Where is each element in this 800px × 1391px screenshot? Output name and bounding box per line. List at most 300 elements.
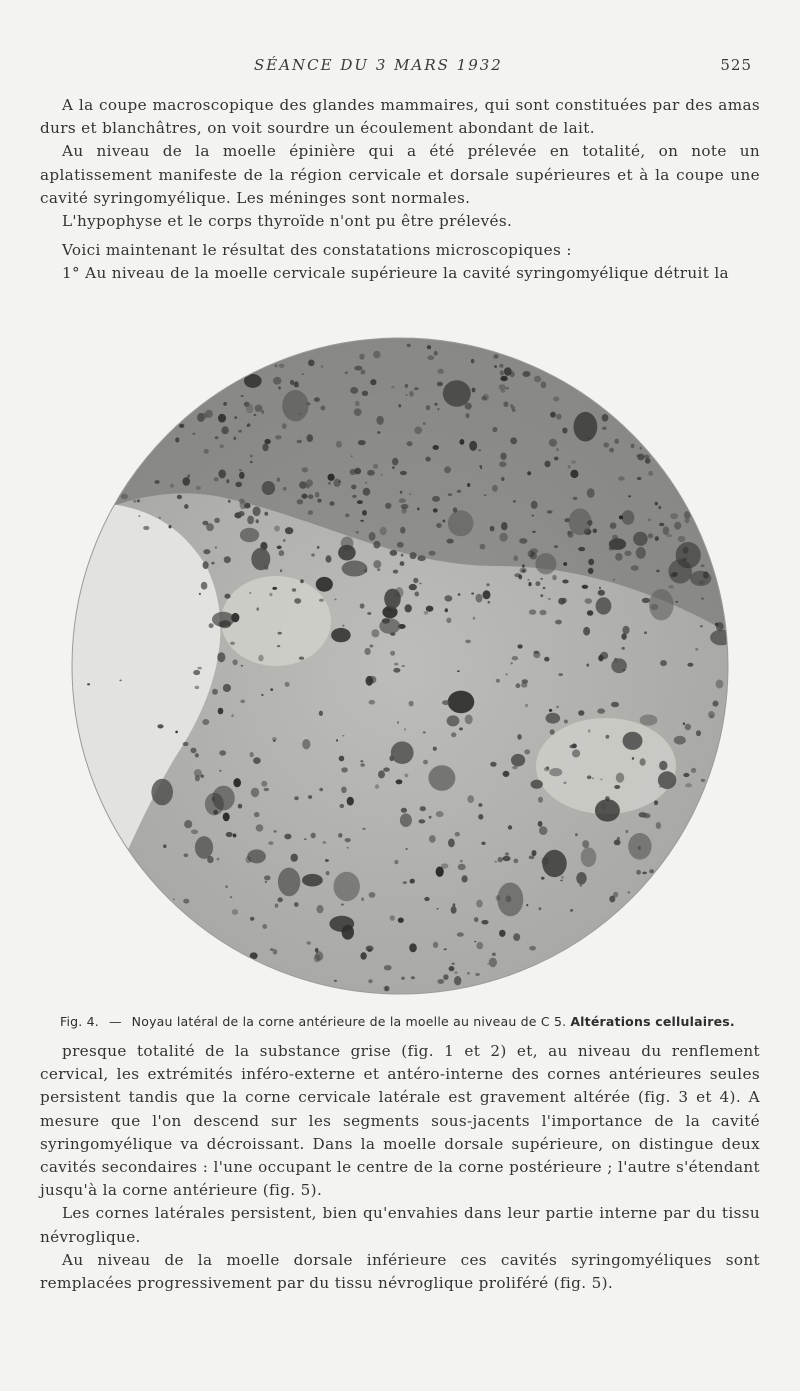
stained-cell-speck	[556, 414, 561, 420]
stained-cell-speck	[360, 760, 363, 762]
stained-cell-speck	[417, 555, 425, 561]
stained-cell-speck	[575, 833, 578, 836]
stained-cell-speck	[532, 515, 535, 517]
stained-cell-speck	[448, 691, 475, 714]
stained-cell-speck	[655, 502, 658, 506]
stained-cell-speck	[480, 544, 486, 550]
stained-cell-speck	[510, 437, 517, 444]
stained-cell-speck	[273, 377, 281, 385]
stained-cell-speck	[308, 360, 315, 367]
stained-cell-speck	[541, 877, 545, 880]
stained-cell-speck	[184, 504, 188, 509]
stained-cell-speck	[710, 715, 713, 718]
stained-cell-speck	[531, 501, 538, 509]
stained-cell-speck	[380, 527, 387, 536]
stained-cell-speck	[443, 380, 471, 406]
stained-cell-speck	[519, 538, 527, 544]
stained-cell-speck	[360, 603, 365, 608]
stained-cell-speck	[397, 542, 404, 548]
stained-cell-speck	[602, 414, 609, 422]
stained-cell-speck	[494, 365, 497, 368]
stained-cell-speck	[618, 476, 625, 480]
stained-cell-speck	[175, 437, 179, 442]
stained-cell-speck	[500, 453, 506, 460]
stained-cell-speck	[599, 587, 601, 589]
stained-cell-speck	[563, 562, 567, 566]
stained-cell-speck	[648, 533, 653, 538]
stained-cell-speck	[409, 943, 417, 952]
stained-cell-speck	[320, 406, 325, 411]
stained-cell-speck	[278, 897, 283, 902]
stained-cell-speck	[433, 747, 437, 751]
stained-cell-speck	[487, 963, 489, 965]
stained-cell-speck	[433, 942, 438, 948]
stained-cell-speck	[558, 598, 565, 605]
stained-cell-speck	[352, 495, 356, 498]
stained-cell-speck	[396, 779, 403, 784]
stained-cell-speck	[499, 461, 506, 467]
stained-cell-speck	[253, 507, 261, 517]
stained-cell-speck	[363, 488, 371, 496]
stained-cell-speck	[368, 979, 372, 983]
caption-text: Noyau latéral de la corne antérieure de la moelle au niveau de C 5.	[131, 1014, 567, 1029]
stained-cell-speck	[420, 806, 426, 811]
stained-cell-speck	[600, 803, 606, 810]
stained-cell-speck	[454, 976, 461, 985]
stained-cell-speck	[196, 486, 201, 490]
stained-cell-speck	[319, 788, 323, 792]
stained-cell-speck	[238, 511, 244, 516]
stained-cell-speck	[469, 441, 477, 451]
stained-cell-speck	[511, 754, 525, 767]
stained-cell-speck	[262, 481, 275, 495]
stained-cell-speck	[367, 612, 371, 615]
stained-cell-speck	[527, 471, 531, 475]
stained-cell-speck	[385, 503, 391, 509]
stained-cell-speck	[317, 499, 321, 503]
stained-cell-speck	[429, 835, 436, 843]
stained-cell-speck	[481, 920, 488, 925]
stained-cell-speck	[540, 594, 543, 597]
stained-cell-speck	[275, 904, 279, 908]
stained-cell-speck	[423, 731, 426, 733]
stained-cell-speck	[476, 900, 483, 908]
stained-cell-speck	[163, 844, 166, 848]
stained-cell-speck	[676, 601, 679, 603]
stained-cell-speck	[436, 523, 442, 528]
stained-cell-speck	[433, 445, 439, 450]
stained-cell-speck	[330, 501, 335, 505]
stained-cell-speck	[499, 364, 503, 368]
stained-cell-speck	[233, 778, 241, 787]
stained-cell-speck	[278, 632, 282, 635]
stained-cell-speck	[241, 665, 244, 667]
stained-cell-speck	[527, 579, 529, 581]
stained-cell-speck	[253, 757, 261, 764]
stained-cell-speck	[522, 564, 525, 568]
stained-cell-speck	[390, 915, 395, 921]
stained-cell-speck	[345, 514, 350, 518]
stained-cell-speck	[401, 504, 409, 509]
stained-cell-speck	[409, 701, 414, 707]
stained-cell-speck	[512, 656, 518, 660]
stained-cell-speck	[365, 482, 367, 483]
stained-cell-speck	[264, 439, 270, 444]
stained-cell-speck	[460, 860, 463, 863]
stained-cell-speck	[455, 832, 460, 837]
stained-cell-speck	[696, 730, 701, 736]
stained-cell-speck	[273, 740, 276, 742]
stained-cell-speck	[336, 739, 338, 741]
stained-cell-speck	[597, 708, 605, 713]
stained-cell-speck	[623, 732, 643, 750]
stained-cell-speck	[364, 648, 370, 655]
stained-cell-speck	[429, 551, 436, 556]
stained-cell-speck	[261, 694, 263, 696]
stained-cell-speck	[659, 523, 664, 526]
stained-cell-speck	[280, 569, 282, 572]
stained-cell-speck	[226, 832, 233, 837]
stained-cell-speck	[183, 477, 191, 486]
stained-cell-speck	[355, 401, 360, 407]
stained-cell-speck	[417, 508, 419, 511]
stained-cell-speck	[384, 965, 392, 970]
paragraph: presque totalité de la substance grise (fig. 1 et 2) et, au niveau du renflement cervical, les extrémités inféro-externe et antéro-interne des cornes antérieures seules persistent tandis que la corne cervicale latérale est gravement altérée (fig. 3 et 4). A mesure que l'on descend sur les segments sous-jacents l'importance de la cavité syringomyélique va décroissant. Dans la moelle dorsale supérieure, on distingue deux cavités secondaires : l'une occupant le centre de la corne postérieure ; l'autre s'étendant jusqu'à la corne antérieure (fig. 5).	[40, 1042, 760, 1200]
stained-cell-speck	[138, 515, 140, 516]
stained-cell-speck	[390, 651, 395, 656]
stained-cell-speck	[514, 859, 519, 864]
stained-cell-speck	[231, 714, 233, 717]
stained-cell-speck	[459, 439, 464, 445]
stained-cell-speck	[628, 495, 631, 497]
stained-cell-speck	[247, 516, 254, 525]
caption-note: Altérations cellulaires.	[570, 1014, 735, 1029]
stained-cell-speck	[261, 781, 267, 787]
stained-cell-speck	[588, 520, 593, 526]
stained-cell-speck	[354, 408, 362, 416]
stained-cell-speck	[407, 441, 413, 446]
stained-cell-speck	[663, 526, 670, 535]
stained-cell-speck	[427, 345, 431, 349]
stained-cell-speck	[644, 455, 650, 459]
stained-cell-speck	[151, 779, 173, 806]
stained-cell-speck	[159, 517, 161, 519]
stained-cell-speck	[219, 620, 231, 628]
stained-cell-speck	[400, 527, 405, 534]
stained-cell-speck	[637, 454, 644, 461]
stained-cell-speck	[660, 660, 667, 666]
stained-cell-speck	[377, 568, 380, 571]
stained-cell-speck	[302, 467, 309, 472]
stained-cell-speck	[383, 767, 390, 771]
stained-cell-speck	[304, 838, 306, 840]
stained-cell-speck	[583, 627, 590, 636]
stained-cell-speck	[311, 553, 315, 556]
stained-cell-speck	[235, 482, 242, 487]
stained-cell-speck	[656, 570, 659, 573]
stained-cell-speck	[587, 775, 592, 779]
stained-cell-speck	[397, 721, 399, 724]
stained-cell-speck	[393, 668, 400, 673]
stained-cell-speck	[334, 872, 360, 901]
stained-cell-speck	[405, 384, 408, 388]
stained-cell-speck	[198, 667, 202, 670]
stained-cell-speck	[691, 768, 696, 773]
stained-cell-speck	[670, 513, 678, 519]
stained-cell-speck	[384, 589, 401, 609]
stained-cell-speck	[423, 422, 426, 425]
stained-cell-speck	[391, 386, 394, 389]
stained-cell-speck	[465, 715, 473, 725]
stained-cell-speck	[648, 518, 651, 521]
stained-cell-speck	[262, 444, 268, 452]
stained-cell-speck	[307, 434, 314, 442]
stained-cell-speck	[234, 416, 237, 419]
stained-cell-speck	[556, 448, 559, 451]
stained-cell-speck	[476, 942, 483, 949]
stained-cell-speck	[339, 481, 341, 483]
stained-cell-speck	[191, 748, 197, 754]
stained-cell-speck	[404, 774, 408, 778]
stained-cell-speck	[347, 847, 349, 849]
stained-cell-speck	[179, 424, 184, 428]
stained-cell-speck	[405, 604, 412, 612]
stained-cell-speck	[169, 525, 172, 528]
stained-cell-speck	[373, 464, 378, 469]
stained-cell-speck	[467, 483, 470, 487]
stained-cell-speck	[249, 592, 251, 594]
stained-cell-speck	[307, 941, 311, 944]
stained-cell-speck	[505, 387, 509, 389]
stained-cell-speck	[133, 500, 136, 503]
stained-cell-speck	[341, 904, 344, 906]
stained-cell-speck	[511, 662, 513, 664]
stained-cell-speck	[251, 788, 259, 798]
stained-cell-speck	[311, 833, 316, 839]
stained-cell-speck	[400, 491, 403, 494]
stained-cell-speck	[500, 370, 504, 375]
stained-cell-speck	[614, 840, 621, 846]
stained-cell-speck	[621, 633, 626, 640]
stained-cell-speck	[588, 729, 591, 732]
stained-cell-speck	[345, 838, 351, 842]
stained-cell-speck	[265, 881, 268, 883]
stained-cell-speck	[211, 562, 214, 565]
stained-cell-speck	[501, 389, 506, 393]
stained-cell-speck	[239, 469, 242, 471]
stained-cell-speck	[544, 657, 549, 662]
stained-cell-speck	[596, 597, 612, 614]
stained-cell-speck	[270, 948, 273, 951]
stained-cell-speck	[299, 657, 304, 660]
stained-cell-speck	[569, 745, 574, 748]
stained-cell-speck	[612, 535, 618, 540]
stained-cell-speck	[444, 595, 452, 601]
stained-cell-speck	[411, 976, 415, 979]
stained-cell-speck	[437, 382, 443, 387]
figure-caption	[60, 1014, 760, 1029]
stained-cell-speck	[451, 732, 456, 737]
stained-cell-speck	[423, 760, 428, 765]
stained-cell-speck	[183, 742, 189, 746]
stained-cell-speck	[390, 550, 398, 556]
stained-cell-speck	[325, 859, 329, 862]
stained-cell-speck	[710, 630, 732, 646]
stained-cell-speck	[291, 854, 298, 862]
stained-cell-speck	[476, 594, 483, 603]
stained-cell-speck	[256, 607, 259, 610]
stained-cell-speck	[195, 686, 200, 689]
stained-cell-speck	[445, 608, 448, 612]
stained-cell-speck	[538, 797, 543, 803]
stained-cell-speck	[223, 813, 230, 822]
stained-cell-speck	[562, 428, 567, 434]
stained-cell-speck	[285, 527, 293, 534]
stained-cell-speck	[579, 885, 582, 887]
stained-cell-speck	[481, 396, 487, 401]
stained-cell-speck	[240, 700, 245, 704]
stained-cell-speck	[429, 816, 432, 819]
stained-cell-speck	[588, 568, 594, 574]
stained-cell-speck	[558, 673, 563, 676]
bottom-text-block	[40, 1040, 760, 1295]
stained-cell-speck	[218, 469, 226, 478]
stained-cell-speck	[480, 467, 482, 469]
stained-cell-speck	[492, 427, 497, 432]
figure-label: Fig. 4.	[60, 1014, 99, 1029]
stained-cell-speck	[361, 370, 366, 375]
stained-cell-speck	[368, 676, 376, 684]
stained-cell-speck	[563, 782, 566, 784]
stained-cell-speck	[508, 825, 512, 829]
stained-cell-speck	[373, 351, 380, 359]
stained-cell-speck	[642, 872, 646, 875]
stained-cell-speck	[570, 470, 578, 478]
stained-cell-speck	[598, 655, 603, 662]
stained-cell-speck	[658, 771, 676, 789]
stained-cell-speck	[361, 898, 364, 901]
stained-cell-speck	[510, 404, 513, 407]
stained-cell-speck	[328, 482, 331, 485]
stained-cell-speck	[672, 572, 677, 577]
stained-cell-speck	[492, 485, 498, 492]
stained-cell-speck	[606, 735, 610, 739]
stained-cell-speck	[334, 479, 341, 487]
stained-cell-speck	[525, 704, 528, 708]
stained-cell-speck	[302, 739, 310, 749]
stained-cell-speck	[317, 905, 324, 913]
stained-cell-speck	[542, 850, 566, 877]
stained-cell-speck	[645, 458, 651, 464]
stained-cell-speck	[495, 861, 497, 863]
stained-cell-speck	[666, 534, 672, 538]
stained-cell-speck	[217, 858, 220, 861]
micrograph-image	[66, 336, 734, 996]
stained-cell-speck	[419, 583, 422, 585]
stained-cell-speck	[359, 354, 364, 360]
stained-cell-speck	[512, 766, 517, 769]
stained-cell-speck	[644, 631, 647, 634]
stained-cell-speck	[233, 659, 238, 665]
stained-cell-speck	[214, 477, 219, 481]
stained-cell-speck	[261, 410, 264, 414]
stained-cell-speck	[230, 896, 232, 898]
stained-cell-speck	[155, 480, 160, 484]
running-head: SÉANCE DU 3 MARS 1932	[254, 56, 503, 74]
caption-dash: —	[108, 1014, 122, 1029]
paragraph: 1° Au niveau de la moelle cervicale supérieure la cavité syringomyélique détruit la	[62, 264, 729, 283]
stained-cell-speck	[334, 980, 337, 982]
stained-cell-speck	[588, 559, 594, 566]
stained-cell-speck	[424, 897, 429, 901]
stained-cell-speck	[500, 376, 507, 381]
stained-cell-speck	[360, 952, 366, 960]
stained-cell-speck	[398, 404, 401, 407]
stained-cell-speck	[199, 593, 201, 595]
stained-cell-speck	[391, 741, 414, 764]
stained-cell-speck	[446, 618, 451, 624]
stained-cell-speck	[223, 402, 227, 406]
stained-cell-speck	[239, 472, 245, 479]
stained-cell-speck	[516, 683, 521, 688]
stained-cell-speck	[499, 930, 506, 937]
stained-cell-speck	[314, 397, 320, 402]
stained-cell-speck	[256, 519, 259, 523]
stained-cell-speck	[493, 354, 498, 358]
stained-cell-speck	[600, 779, 602, 781]
stained-cell-speck	[345, 372, 348, 375]
stained-cell-speck	[226, 885, 228, 888]
stained-cell-speck	[317, 546, 320, 549]
stained-cell-speck	[479, 465, 482, 467]
stained-cell-speck	[201, 582, 208, 590]
stained-cell-speck	[334, 598, 336, 600]
stained-cell-speck	[250, 917, 254, 921]
stained-cell-speck	[400, 813, 412, 827]
paragraph: Les cornes latérales persistent, bien qu'envahies dans leur partie interne par du tissu névroglique.	[40, 1204, 760, 1246]
stained-cell-speck	[685, 783, 692, 787]
stained-cell-speck	[200, 413, 207, 419]
stained-cell-speck	[640, 447, 642, 449]
stained-cell-speck	[300, 579, 304, 583]
stained-cell-speck	[200, 775, 204, 778]
stained-cell-speck	[341, 767, 348, 772]
stained-cell-speck	[513, 555, 518, 561]
stained-cell-speck	[119, 680, 121, 682]
stained-cell-speck	[410, 552, 417, 559]
stained-cell-speck	[369, 892, 376, 898]
stained-cell-speck	[308, 510, 313, 515]
stained-cell-speck	[339, 756, 345, 762]
stained-cell-speck	[297, 440, 302, 443]
stained-cell-speck	[556, 706, 559, 709]
stained-cell-speck	[87, 683, 90, 685]
stained-cell-speck	[315, 492, 320, 498]
stained-cell-speck	[613, 892, 618, 898]
stained-cell-speck	[328, 474, 335, 481]
stained-cell-speck	[405, 394, 408, 396]
stained-cell-speck	[472, 388, 476, 393]
stained-cell-speck	[424, 611, 429, 615]
stained-cell-speck	[240, 528, 259, 542]
stained-cell-speck	[437, 979, 444, 984]
stained-cell-speck	[587, 610, 593, 616]
stained-cell-speck	[426, 606, 434, 612]
stained-cell-speck	[336, 441, 342, 448]
stained-cell-speck	[586, 664, 589, 667]
stained-cell-speck	[532, 850, 537, 856]
stained-cell-speck	[522, 679, 528, 684]
